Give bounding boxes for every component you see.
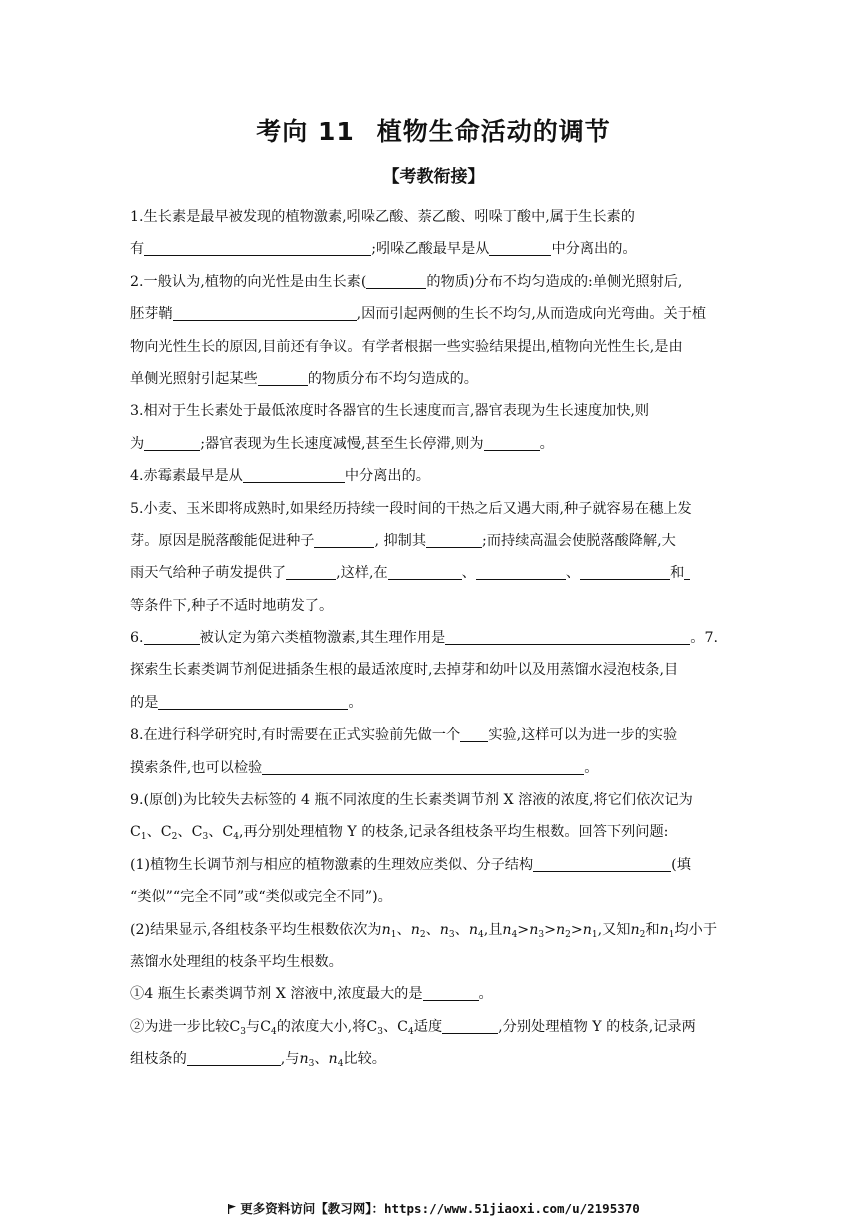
answer-blank[interactable]	[366, 268, 426, 289]
section-heading: 【考教衔接】	[382, 167, 485, 187]
question-list	[130, 201, 740, 1076]
footer-link[interactable]	[0, 1199, 867, 1217]
q7-line1: 探索生长素类调节剂促进插条生根的最适浓度时,去掉芽和幼叶以及用蒸馏水浸泡枝条,目	[130, 662, 679, 679]
answer-blank[interactable]	[484, 430, 540, 451]
answer-blank[interactable]	[173, 300, 357, 321]
q9-part2-line1: (2)结果显示,各组枝条平均生根数依次为$n_1$、$n_2$、$n_3$、$n_4$,且$n_4>n_3>n_2>n_1$,又知$n_2$和$n_1$均小于	[130, 921, 718, 940]
answer-blank[interactable]	[314, 527, 374, 548]
q5-line1: 5.小麦、玉米即将成熟时,如果经历持续一段时间的干热之后又遇大雨,种子就容易在穗上发	[130, 500, 692, 517]
answer-blank[interactable]	[243, 462, 345, 483]
flag-icon	[227, 1204, 237, 1214]
answer-blank[interactable]	[258, 365, 308, 386]
answer-blank[interactable]	[158, 689, 348, 710]
answer-blank[interactable]	[388, 559, 462, 580]
answer-blank[interactable]	[426, 527, 482, 548]
title-text: 植物生命活动的调节	[376, 117, 611, 146]
answer-blank[interactable]	[445, 624, 690, 645]
q2-line2: 胚芽鞘 ,因而引起两侧的生长不均匀,从而造成向光弯曲。关于植	[130, 298, 740, 330]
answer-blank[interactable]	[262, 754, 584, 775]
answer-blank[interactable]	[460, 721, 488, 742]
q3-line1: 3.相对于生长素处于最低浓度时各器官的生长速度而言,器官表现为生长速度加快,则	[130, 403, 650, 420]
q8-line1: 8.在进行科学研究时,有时需要在正式实验前先做一个 实验,这样可以为进一步的实验	[130, 719, 740, 751]
q9-subq2-line1: ②为进一步比较$C_3$与$C_4$的浓度大小,将$C_3$、$C_4$适度 ,分别处理植物 Y 的枝条,记录两	[130, 1011, 740, 1043]
q9-subq1: ①4 瓶生长素类调节剂 X 溶液中,浓度最大的是 。	[130, 978, 740, 1010]
q8-line2: 摸索条件,也可以检验 。	[130, 752, 740, 784]
q3-line2: 为 ;器官表现为生长速度减慢,甚至生长停滞,则为 。	[130, 428, 740, 460]
q5-line3: 雨天气给种子萌发提供了 ,这样,在 、 、 和	[130, 557, 740, 589]
q2-line1: 2.一般认为,植物的向光性是由生长素( 的物质)分布不均匀造成的:单侧光照射后,	[130, 266, 740, 298]
answer-blank[interactable]	[489, 235, 551, 256]
answer-blank[interactable]	[144, 235, 371, 256]
answer-blank[interactable]	[187, 1045, 281, 1066]
q9-line1: 9.(原创)为比较失去标签的 4 瓶不同浓度的生长素类调节剂 X 溶液的浓度,将它们依次记为	[130, 792, 693, 809]
q9-subq2-line2: 组枝条的 ,与$n_3$、$n_4$比较。	[130, 1043, 740, 1075]
q1-line2: 有 ;吲哚乙酸最早是从 中分离出的。	[130, 233, 740, 265]
q9-part2-line2: 蒸馏水处理组的枝条平均生根数。	[130, 953, 343, 970]
q9-line2: $C_1$、$C_2$、$C_3$、$C_4$,再分别处理植物 Y 的枝条,记录各组枝条平均生根数。回答下列问题:	[130, 824, 669, 843]
q5-line4: 等条件下,种子不适时地萌发了。	[130, 597, 334, 614]
q4-line: 4.赤霉素最早是从 中分离出的。	[130, 460, 740, 492]
title-code: 考向 11	[256, 117, 355, 146]
answer-blank[interactable]	[580, 559, 670, 580]
q7-line2: 的是 。	[130, 687, 740, 719]
q9-part1-line2: “类似”“完全不同”或“类似或完全不同”)。	[130, 889, 392, 906]
answer-blank[interactable]	[684, 559, 690, 580]
q2-line3: 物向光性生长的原因,目前还有争议。有学者根据一些实验结果提出,植物向光性生长,是由	[130, 338, 683, 355]
q1-line1: 1.生长素是最早被发现的植物激素,吲哚乙酸、萘乙酸、吲哚丁酸中,属于生长素的	[130, 209, 635, 225]
answer-blank[interactable]	[144, 624, 200, 645]
answer-blank[interactable]	[533, 851, 671, 872]
answer-blank[interactable]	[442, 1013, 498, 1034]
answer-blank[interactable]	[286, 559, 336, 580]
footer-text: 更多资料访问【教习网】：https://www.51jiaoxi.com/u/2195370	[240, 1201, 640, 1216]
answer-blank[interactable]	[476, 559, 566, 580]
q9-part1-line1: (1)植物生长调节剂与相应的植物激素的生理效应类似、分子结构 (填	[130, 849, 740, 881]
q6-line: 6. 被认定为第六类植物激素,其生理作用是 。7.	[130, 622, 740, 654]
answer-blank[interactable]	[144, 430, 200, 451]
q5-line2: 芽。原因是脱落酸能促进种子 , 抑制其 ;而持续高温会使脱落酸降解,大	[130, 525, 740, 557]
q2-line4: 单侧光照射引起某些 的物质分布不均匀造成的。	[130, 363, 740, 395]
answer-blank[interactable]	[423, 980, 479, 1001]
page-title	[0, 112, 867, 148]
